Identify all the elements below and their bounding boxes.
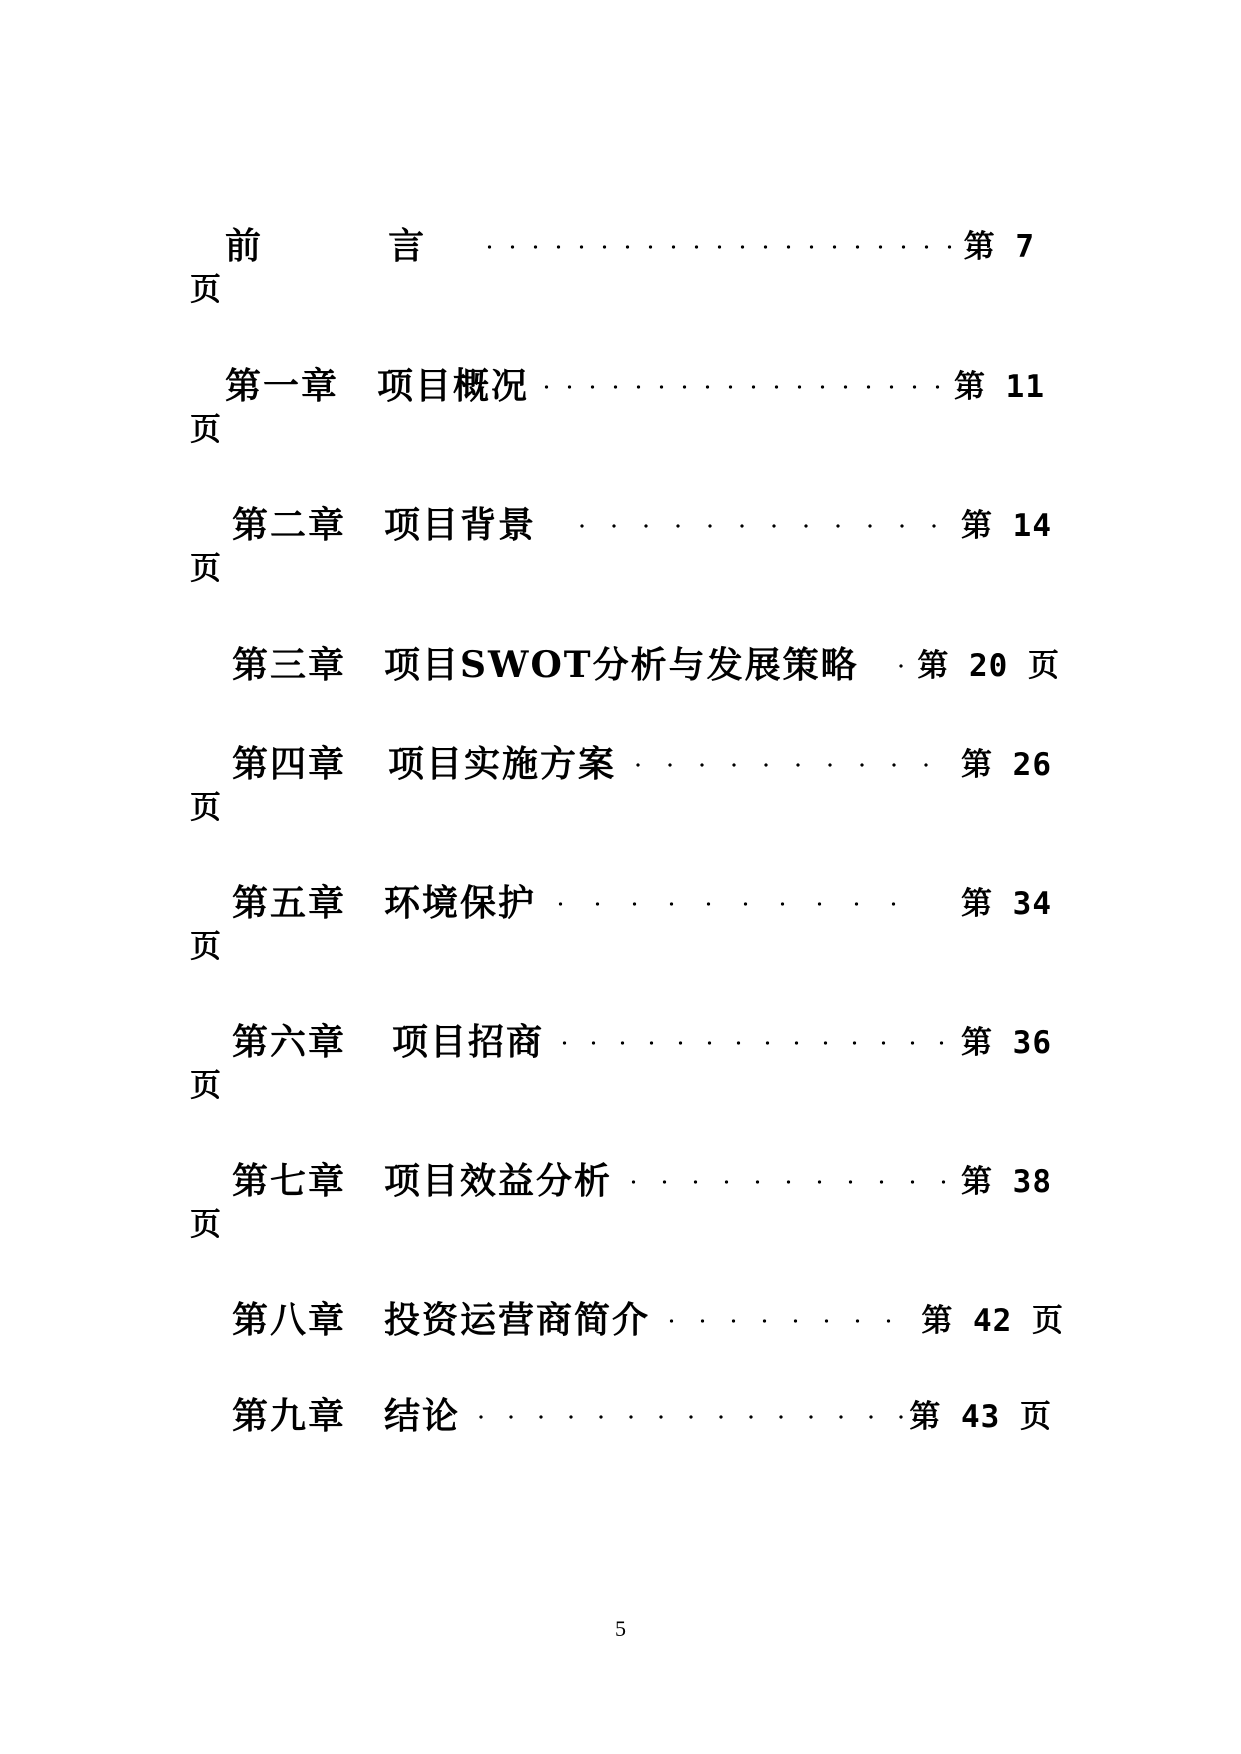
dot-leader — [535, 385, 948, 389]
toc-title: 项目概况 — [377, 364, 530, 407]
toc-page-ref: 第 20 页 — [917, 647, 1060, 684]
toc-page-ref: 第 26 — [961, 746, 1052, 783]
toc-entry-chapter-8 — [0, 1292, 1241, 1402]
toc-entry-chapter-7 — [0, 1153, 1241, 1263]
toc-entry-chapter-5 — [0, 875, 1241, 985]
dot-leader — [466, 1415, 903, 1419]
toc-page-ref: 第 43 页 — [909, 1398, 1052, 1435]
toc-chapter-label: 第三章 — [232, 643, 347, 686]
toc-page-ref-continuation: 页 — [190, 790, 221, 826]
toc-chapter-label: 第四章 — [232, 742, 347, 785]
toc-entry-preface — [0, 218, 1241, 328]
toc-page-ref: 第 34 — [961, 885, 1052, 922]
toc-entry-chapter-1 — [0, 358, 1241, 468]
toc-entry-chapter-2 — [0, 497, 1241, 607]
toc-chapter-label: 前 言 — [225, 224, 459, 267]
toc-page-ref: 第 42 页 — [921, 1302, 1064, 1339]
toc-page-ref-continuation: 页 — [190, 1207, 221, 1243]
toc-title: 项目背景 — [384, 503, 537, 546]
dot-leader — [656, 1319, 915, 1323]
toc-chapter-label: 第七章 — [232, 1159, 347, 1202]
toc-title: 结论 — [384, 1394, 461, 1437]
toc-page-ref: 第 14 — [961, 507, 1052, 544]
toc-title: 环境保护 — [384, 881, 537, 924]
toc-title: 项目SWOT分析与发展策略 — [384, 643, 859, 686]
toc-page-ref: 第 38 — [961, 1163, 1052, 1200]
dot-leader — [550, 1041, 955, 1045]
toc-page-ref: 第 36 — [961, 1024, 1052, 1061]
toc-title: 项目实施方案 — [388, 742, 617, 785]
dot-leader — [618, 1180, 955, 1184]
toc-entry-chapter-3 — [0, 637, 1241, 747]
toc-page-ref: 第 7 — [963, 228, 1035, 265]
dot-leader — [542, 902, 921, 906]
toc-title: 项目效益分析 — [384, 1159, 613, 1202]
page-number: 5 — [615, 1616, 626, 1641]
toc-page-ref-continuation: 页 — [190, 929, 221, 965]
toc-page-ref-continuation: 页 — [190, 412, 221, 448]
toc-page-ref-continuation: 页 — [190, 551, 221, 587]
toc-page-ref: 第 11 — [954, 368, 1045, 405]
toc-page-ref-continuation: 页 — [190, 272, 221, 308]
toc-chapter-label: 第六章 — [232, 1020, 347, 1063]
toc-page-ref-continuation: 页 — [190, 1068, 221, 1104]
dot-leader — [566, 524, 955, 528]
toc-chapter-label: 第九章 — [232, 1394, 347, 1437]
toc-title: 投资运营商简介 — [384, 1298, 651, 1341]
toc-chapter-label: 第八章 — [232, 1298, 347, 1341]
dot-leader — [887, 664, 912, 668]
toc-chapter-label: 第五章 — [232, 881, 347, 924]
toc-chapter-label: 第一章 — [225, 364, 340, 407]
dot-leader — [478, 245, 958, 249]
toc-entry-chapter-6 — [0, 1014, 1241, 1124]
toc-title: 项目招商 — [392, 1020, 545, 1063]
toc-chapter-label: 第二章 — [232, 503, 347, 546]
toc-entry-chapter-9 — [0, 1388, 1241, 1498]
dot-leader — [622, 763, 955, 767]
toc-entry-chapter-4 — [0, 736, 1241, 846]
